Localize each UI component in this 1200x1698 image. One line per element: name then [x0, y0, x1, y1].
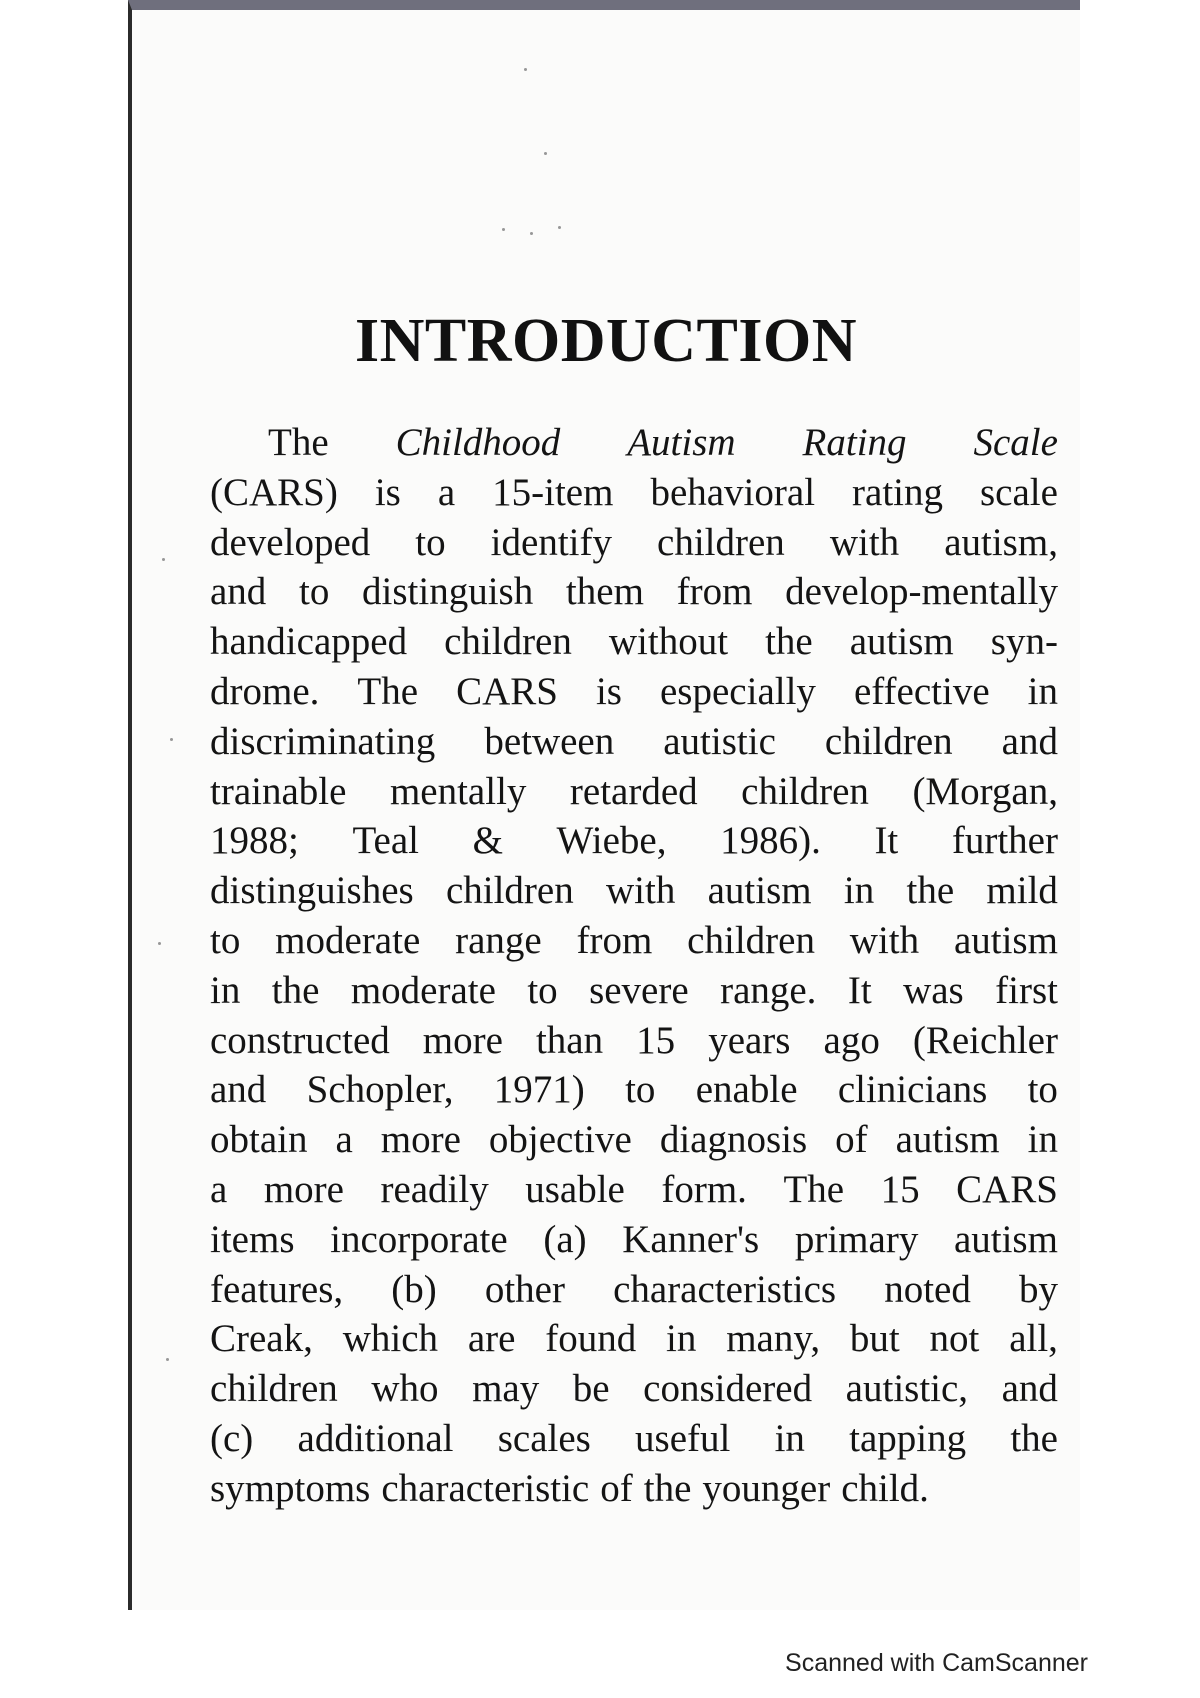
word: in — [843, 869, 875, 913]
word: form. — [661, 1167, 747, 1211]
text-line — [210, 1314, 1058, 1364]
word: (c) — [210, 1416, 254, 1460]
word: in — [666, 1317, 697, 1361]
word: further — [951, 819, 1058, 863]
word: other — [484, 1267, 565, 1311]
text-line — [210, 1464, 1058, 1514]
word: tapping — [849, 1416, 967, 1460]
word: especially — [660, 669, 816, 713]
word: years — [708, 1018, 791, 1062]
word: are — [467, 1317, 516, 1361]
word: with — [829, 520, 900, 564]
word: readily — [380, 1167, 489, 1211]
word: The — [783, 1167, 845, 1211]
word: behavioral — [650, 470, 816, 514]
text-line — [210, 1016, 1058, 1066]
text-line — [210, 418, 1058, 468]
word: mentally — [389, 769, 527, 813]
word: Creak, — [210, 1317, 313, 1361]
word: and — [1001, 719, 1058, 763]
word: constructed — [210, 1018, 390, 1062]
page-title: INTRODUCTION — [354, 307, 858, 375]
word: autism, — [944, 520, 1058, 564]
word: autism — [849, 620, 954, 664]
word: developed — [210, 520, 371, 564]
word: incorporate — [330, 1217, 508, 1261]
word: distinguishes — [210, 869, 414, 913]
word: scales — [497, 1416, 591, 1460]
scan-speckle — [170, 738, 173, 741]
word: considered — [643, 1367, 813, 1411]
word: Childhood — [395, 421, 561, 464]
word: without — [608, 620, 729, 664]
word: the — [906, 869, 955, 913]
word: characteristics — [613, 1267, 837, 1311]
word: scale — [979, 470, 1058, 514]
word: a — [437, 470, 456, 514]
word: distinguish — [362, 570, 534, 614]
word: It — [847, 968, 872, 1012]
word: range — [455, 918, 542, 962]
text-line — [210, 468, 1058, 518]
text-line — [210, 1115, 1058, 1165]
word: rating — [852, 470, 943, 514]
word: CARS — [456, 669, 558, 713]
word: many, — [726, 1317, 821, 1361]
word: retarded — [569, 769, 698, 813]
word: from — [576, 918, 653, 962]
word: to — [210, 918, 241, 962]
word: children — [824, 719, 953, 763]
word: enable — [695, 1068, 798, 1112]
word: but — [849, 1317, 900, 1361]
word: It — [874, 819, 899, 863]
word: severe — [589, 968, 689, 1012]
word: with — [849, 918, 920, 962]
word: which — [342, 1317, 438, 1361]
word: the — [1010, 1416, 1058, 1460]
word: usable — [525, 1167, 625, 1211]
word: drome. — [210, 669, 320, 713]
word: children — [210, 1367, 338, 1411]
scan-speckle — [558, 226, 561, 229]
scan-speckle — [530, 232, 533, 235]
word: (a) — [543, 1217, 587, 1261]
text-line — [210, 966, 1058, 1016]
word: in — [774, 1416, 805, 1460]
text-line — [210, 1265, 1058, 1315]
word: to — [1027, 1068, 1058, 1112]
word: in — [1027, 669, 1058, 713]
word: be — [572, 1367, 610, 1411]
word: more — [422, 1018, 503, 1062]
word: noted — [884, 1267, 971, 1311]
word: items — [210, 1217, 295, 1261]
scan-speckle — [158, 942, 161, 945]
word: Teal — [352, 819, 419, 863]
word: to — [415, 520, 446, 564]
word: the — [643, 1466, 692, 1510]
word: in — [210, 968, 241, 1012]
word: obtain — [210, 1118, 308, 1162]
word: children — [657, 520, 785, 564]
word: a — [210, 1167, 228, 1211]
word: objective — [488, 1118, 632, 1162]
word: useful — [635, 1416, 731, 1460]
word: child. — [841, 1466, 929, 1510]
word: diagnosis — [659, 1118, 808, 1162]
text-line — [210, 916, 1058, 966]
text-line — [210, 1165, 1058, 1215]
word: 15-item — [492, 470, 614, 514]
word: 15 — [636, 1018, 676, 1062]
word: symptoms — [210, 1466, 371, 1510]
word: autistic — [663, 719, 776, 763]
word: 1986). — [720, 819, 821, 863]
word: to — [299, 570, 330, 614]
word: who — [371, 1367, 439, 1411]
text-line — [210, 767, 1058, 817]
word: mild — [986, 869, 1058, 913]
word: of — [600, 1466, 633, 1510]
word: & — [472, 819, 503, 863]
word: of — [835, 1118, 868, 1162]
word: Scale — [973, 421, 1058, 464]
word: autism — [953, 1217, 1058, 1261]
word: 15 — [880, 1167, 920, 1211]
word: and — [210, 570, 267, 614]
word: (Morgan, — [912, 769, 1058, 813]
word: and — [1001, 1367, 1058, 1411]
word: primary — [794, 1217, 919, 1261]
word: from — [676, 570, 753, 614]
word: trainable — [210, 769, 347, 813]
word: The — [268, 421, 329, 464]
word: first — [995, 968, 1058, 1012]
text-line — [210, 667, 1058, 717]
text-line — [210, 1364, 1058, 1414]
text-line — [210, 567, 1058, 617]
word: and — [210, 1068, 267, 1112]
word: more — [263, 1167, 344, 1211]
text-line — [210, 617, 1058, 667]
word: children — [687, 918, 815, 962]
word: than — [535, 1018, 604, 1062]
word: between — [484, 719, 615, 763]
word: The — [357, 669, 419, 713]
scan-speckle — [524, 68, 527, 71]
scanner-watermark: Scanned with CamScanner — [785, 1649, 1088, 1677]
word: CARS — [956, 1167, 1058, 1211]
word: by — [1018, 1267, 1058, 1311]
word: Schopler, — [306, 1068, 454, 1112]
word: (b) — [391, 1267, 437, 1311]
scan-speckle — [162, 558, 165, 561]
word: Wiebe, — [556, 819, 667, 863]
text-line — [210, 1065, 1058, 1115]
word: characteristic — [381, 1466, 590, 1510]
word: identify — [490, 520, 612, 564]
word: younger — [702, 1466, 831, 1510]
scan-speckle — [166, 1358, 169, 1361]
text-line — [210, 1414, 1058, 1464]
text-line — [210, 1215, 1058, 1265]
word: (CARS) — [210, 470, 338, 514]
word: children — [445, 869, 574, 913]
word: develop-mentally — [785, 570, 1058, 614]
word: is — [595, 669, 622, 713]
word: effective — [853, 669, 990, 713]
word: was — [903, 968, 964, 1012]
word: ago — [823, 1018, 880, 1062]
word: a — [335, 1118, 353, 1162]
word: additional — [297, 1416, 454, 1460]
word: in — [1027, 1118, 1058, 1162]
word: handicapped — [210, 620, 408, 664]
word: autism — [953, 918, 1058, 962]
word: moderate — [275, 918, 421, 962]
word: Rating — [802, 421, 907, 464]
word: may — [472, 1367, 540, 1411]
text-line — [210, 717, 1058, 767]
word: Kanner's — [622, 1217, 760, 1261]
word: syn- — [990, 620, 1058, 664]
word: to — [625, 1068, 656, 1112]
word: moderate — [350, 968, 496, 1012]
word: 1971) — [493, 1068, 585, 1112]
text-line — [210, 518, 1058, 568]
scan-speckle — [502, 228, 505, 231]
word: is — [374, 470, 401, 514]
word: them — [565, 570, 644, 614]
text-line — [210, 816, 1058, 866]
word: children — [741, 769, 869, 813]
word: with — [606, 869, 676, 913]
scanned-page — [128, 0, 1080, 1610]
text-line — [210, 866, 1058, 916]
word: Autism — [627, 421, 736, 464]
word: discriminating — [210, 719, 436, 763]
word: autistic, — [845, 1367, 969, 1411]
word: features, — [210, 1267, 344, 1311]
word: not — [929, 1317, 980, 1361]
word: to — [527, 968, 558, 1012]
word: (Reichler — [912, 1018, 1058, 1062]
word: the — [271, 968, 320, 1012]
word: all, — [1009, 1317, 1058, 1361]
word: autism — [707, 869, 812, 913]
scan-speckle — [544, 152, 547, 155]
word: the — [765, 620, 813, 664]
word: more — [380, 1118, 461, 1162]
word: range. — [720, 968, 817, 1012]
word: autism — [895, 1118, 1000, 1162]
word: 1988; — [210, 819, 299, 863]
introduction-paragraph — [210, 418, 1058, 1514]
word: found — [545, 1317, 637, 1361]
word: clinicians — [837, 1068, 988, 1112]
word: children — [444, 620, 572, 664]
